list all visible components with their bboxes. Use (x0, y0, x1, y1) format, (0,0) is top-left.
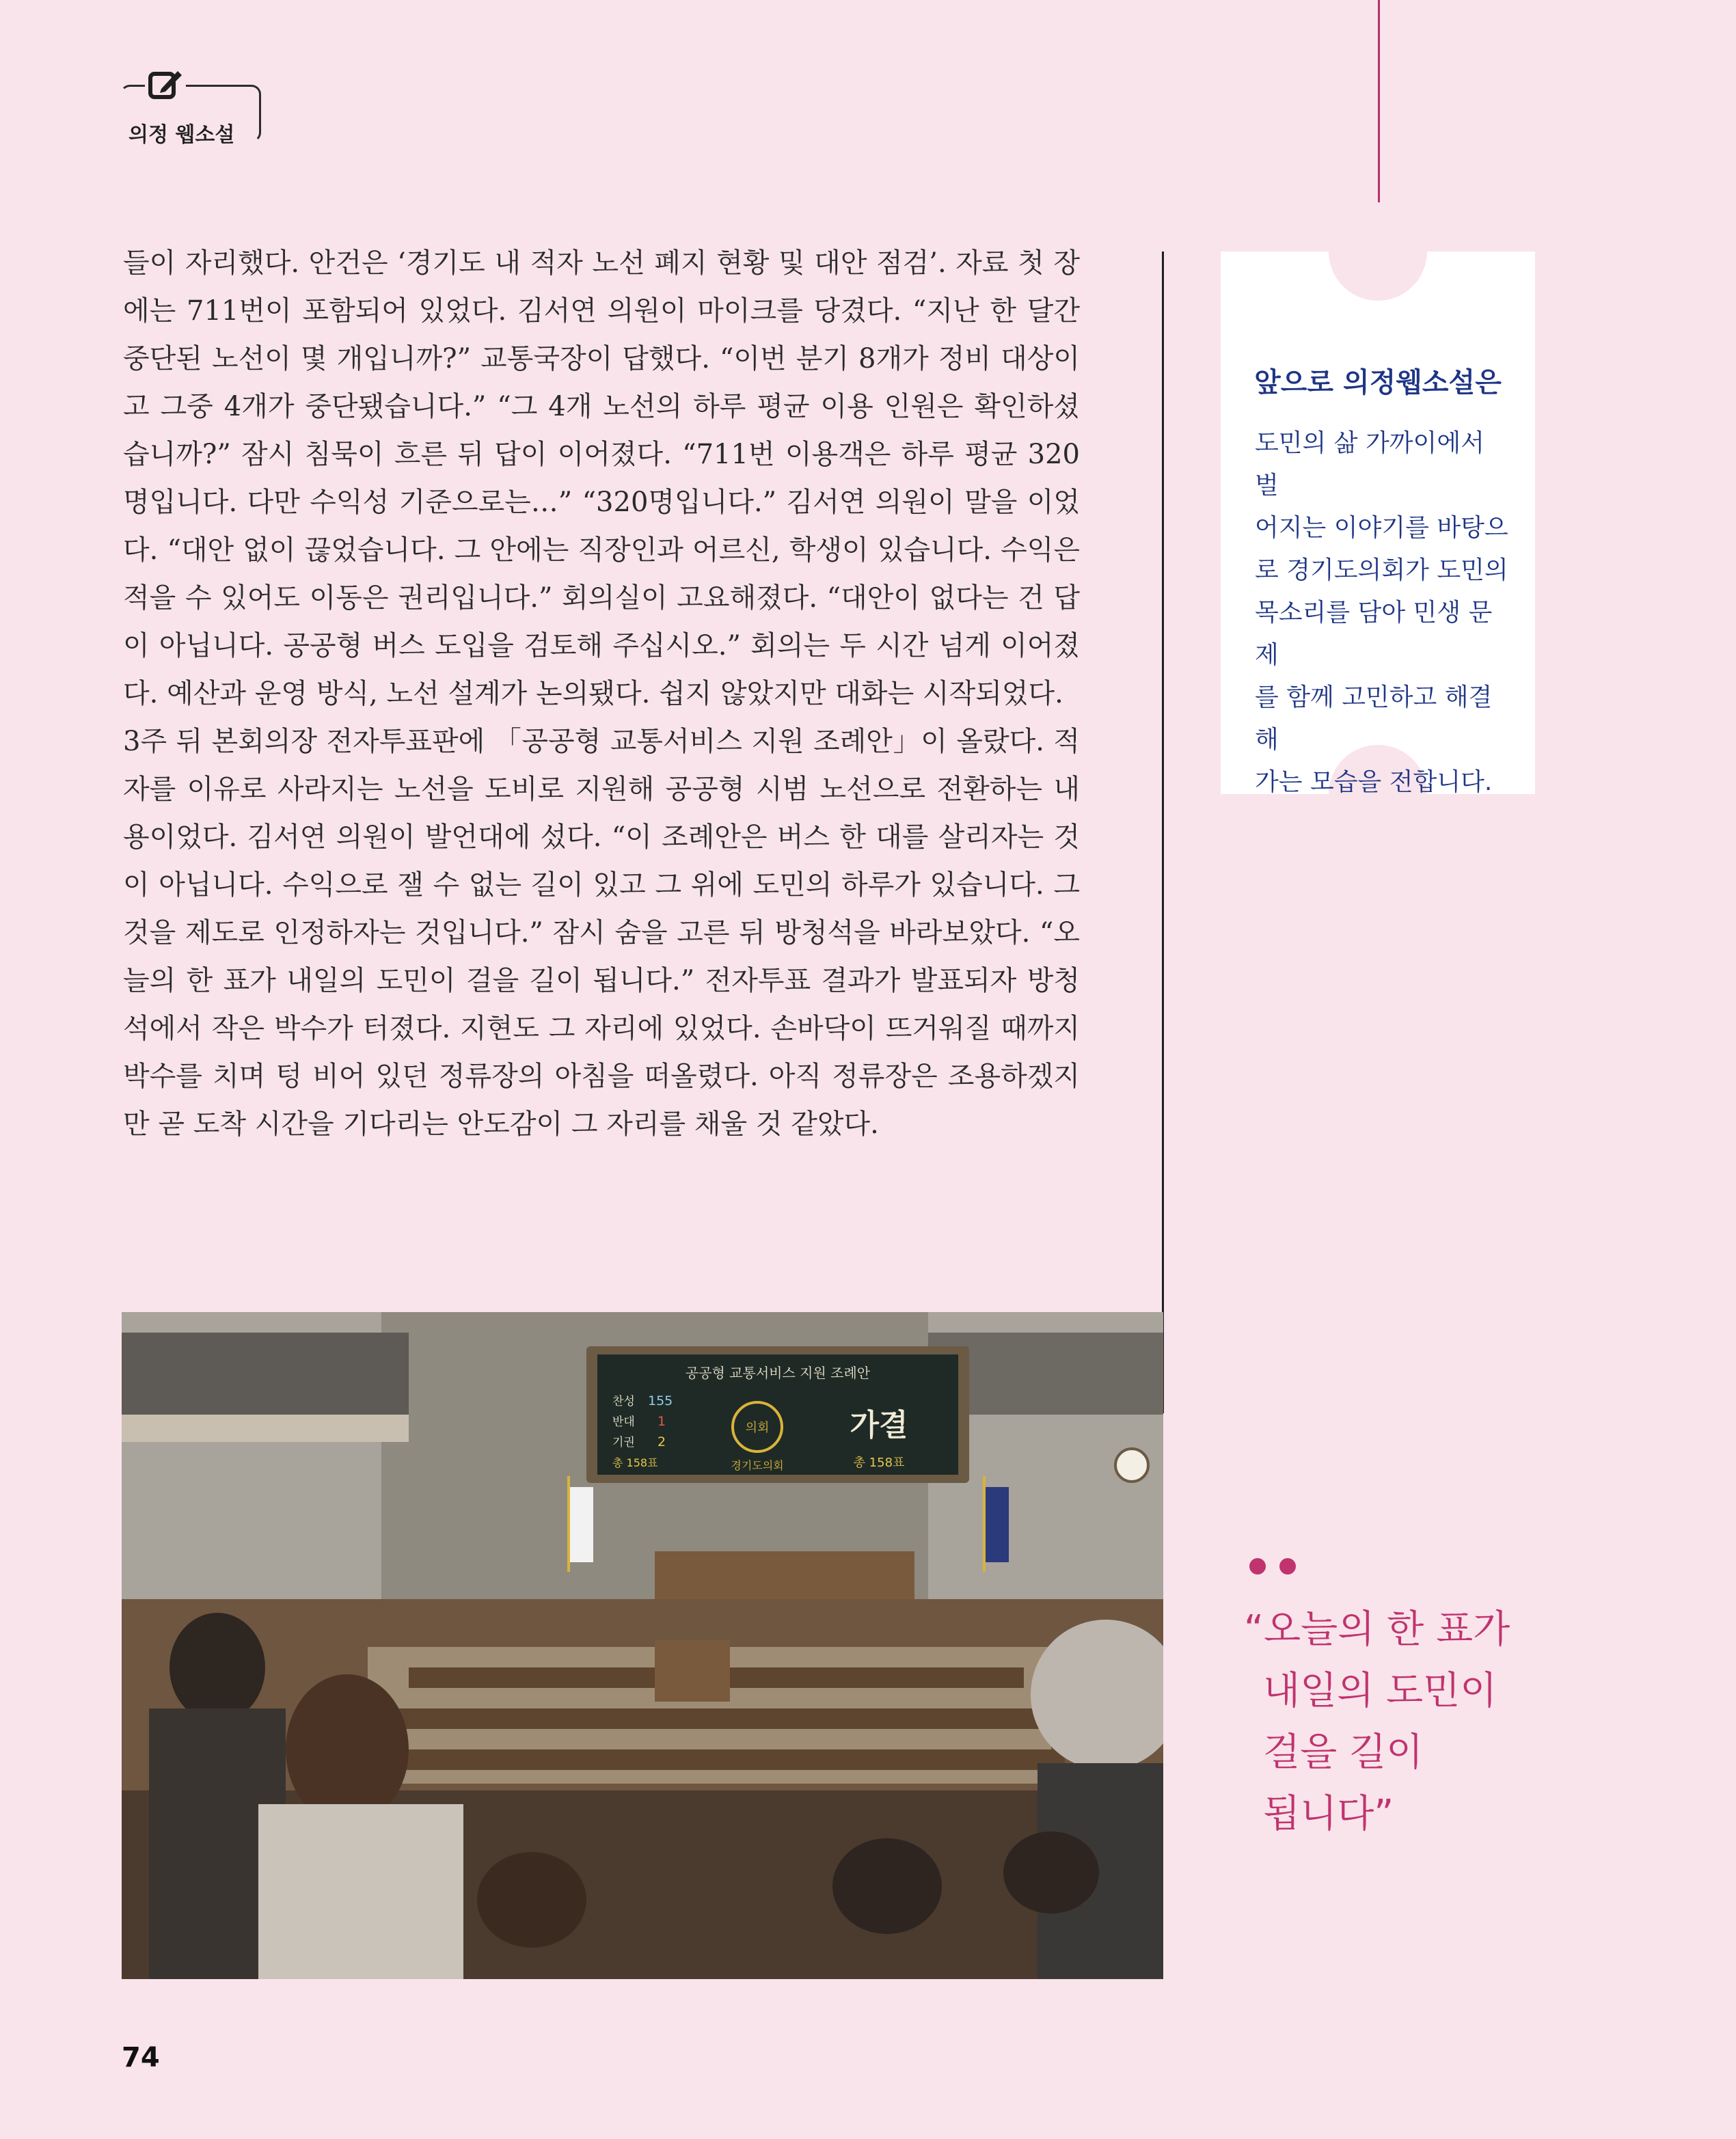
sidebar-box (1221, 251, 1535, 794)
quote-dot (1279, 1558, 1296, 1575)
board-value-abstain: 2 (657, 1434, 666, 1449)
wall-clock-icon (1115, 1449, 1148, 1482)
page-number: 74 (122, 2042, 160, 2073)
board-value-yes: 155 (648, 1393, 673, 1408)
board-title: 공공형 교통서비스 지원 조례안 (685, 1365, 871, 1381)
pencil-edit-icon (145, 64, 186, 105)
sidebar-box-line: 를 함께 고민하고 해결해 (1255, 683, 1493, 754)
board-label-yes: 찬성 (612, 1395, 635, 1408)
sidebar-box-line: 가는 모습을 전합니다. (1255, 768, 1493, 796)
sidebar-box-title: 앞으로 의정웹소설은 (1254, 367, 1502, 398)
assembly-hall-illustration (122, 1312, 1163, 1979)
section-tag (120, 30, 260, 146)
article-paragraph: 들이 자리했다. 안건은 ‘경기도 내 적자 노선 폐지 현황 및 대안 점검’. 자료 첫 장에는 711번이 포함되어 있었다. 김서연 의원이 마이크를 당겼다. “지난 한 달간 중단된 노선이 몇 개입니까?” 교통국장이 답했다. “이번 분기 8개가 정비 대상이고 그중 4개가 중단됐습니다.” “그 4개 노선의 하루 평균 이용 인원은 확인하셨습니까?” 잠시 침묵이 흐른 뒤 답이 이어졌다. “711번 이용객은 하루 평균 320명입니다. 다만 수익성 기준으로는…” “320명입니다.” 김서연 의원이 말을 이었다. “대안 없이 끊었습니다. 그 안에는 직장인과 어르신, 학생이 있습니다. 수익은 적을 수 있어도 이동은 권리입니다.” 회의실이 고요해졌다. “대안이 없다는 건 답이 아닙니다. 공공형 버스 도입을 검토해 주십시오.” 회의는 두 시간 넘게 이어졌다. 예산과 운영 방식, 노선 설계가 논의됐다. 쉽지 않았지만 대화는 시작되었다. (123, 247, 1080, 709)
sidebar-box-body (1255, 422, 1515, 804)
sidebar-box-line: 도민의 삶 가까이에서 벌 (1255, 429, 1484, 500)
section-tag-label: 의정 웹소설 (128, 123, 235, 147)
sidebar-box-line: 로 경기도의회가 도민의 (1255, 556, 1508, 584)
column-divider (1162, 251, 1164, 1413)
ticket-notch-top (1329, 202, 1427, 301)
pull-quote-line: 걸을 길이 (1263, 1730, 1424, 1775)
korean-flag-icon (570, 1487, 593, 1562)
board-result: 가결 (850, 1408, 908, 1443)
pull-quote-line: 내일의 도민이 (1263, 1669, 1497, 1713)
illustration-svg (122, 1312, 1163, 1979)
board-total-right: 총 158표 (853, 1456, 905, 1470)
sidebar-box-line: 목소리를 담아 민생 문제 (1255, 599, 1493, 669)
board-total-left: 총 158표 (612, 1456, 658, 1469)
pull-quote-line: “오늘의 한 표가 (1244, 1607, 1510, 1652)
pull-quote-line: 됩니다” (1263, 1792, 1394, 1836)
article-paragraph: 3주 뒤 본회의장 전자투표판에 「공공형 교통서비스 지원 조례안」이 올랐다. 적자를 이유로 사라지는 노선을 도비로 지원해 공공형 시범 노선으로 전환하는 내용이었다. 김서연 의원이 발언대에 섰다. “이 조례안은 버스 한 대를 살리자는 것이 아닙니다. 수익으로 잴 수 없는 길이 있고 그 위에 도민의 하루가 있습니다. 그것을 제도로 인정하자는 것입니다.” 잠시 숨을 고른 뒤 방청석을 바라보았다. “오늘의 한 표가 내일의 도민이 걸을 길이 됩니다.” 전자투표 결과가 발표되자 방청석에서 작은 박수가 터졌다. 지현도 그 자리에 있었다. 손바닥이 뜨거워질 때까지 박수를 치며 텅 비어 있던 정류장의 아침을 떠올렸다. 아직 정류장은 조용하겠지만 곧 도착 시간을 기다리는 안도감이 그 자리를 채울 것 같았다. (123, 726, 1080, 1140)
sidebar-box-line: 어지는 이야기를 바탕으 (1255, 514, 1508, 542)
pull-quote (1244, 1599, 1531, 1845)
board-label-no: 반대 (612, 1415, 635, 1429)
assembly-flag-icon (986, 1487, 1009, 1562)
board-label-abstain: 기권 (612, 1436, 635, 1449)
board-value-no: 1 (657, 1414, 666, 1429)
quote-dot (1249, 1558, 1266, 1575)
board-org: 경기도의회 (731, 1459, 784, 1472)
article-body (123, 239, 1080, 1148)
quote-dots (1249, 1558, 1304, 1579)
board-seal: 의회 (745, 1421, 770, 1435)
